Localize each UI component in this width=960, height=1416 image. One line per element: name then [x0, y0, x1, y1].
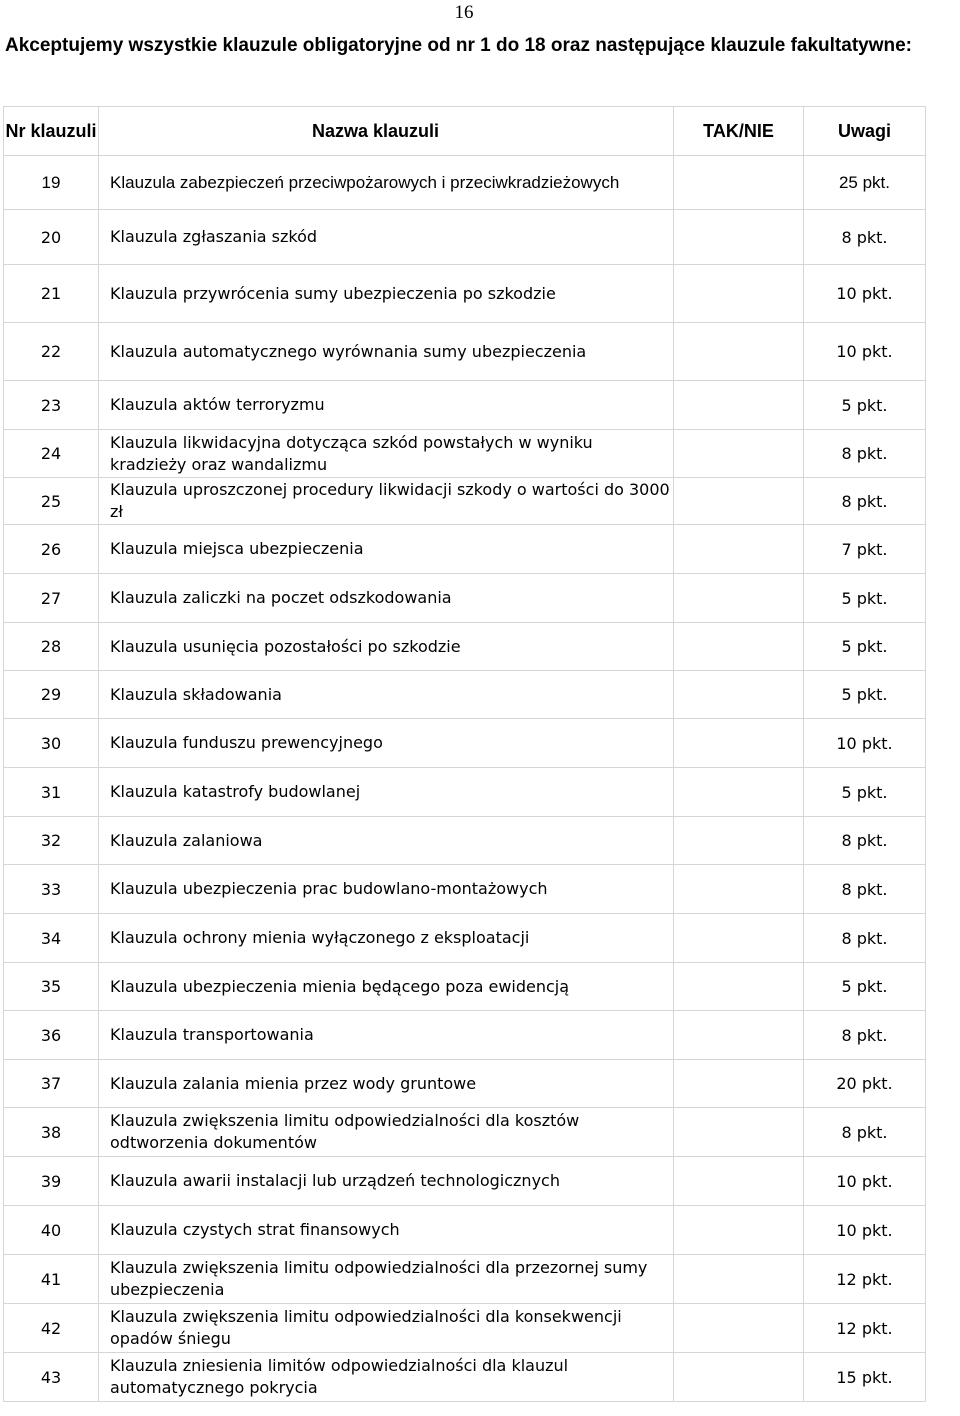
clause-uwagi: 7 pkt. — [804, 525, 926, 574]
clause-name: Klauzula ochrony mienia wyłączonego z eksploatacji — [99, 914, 674, 963]
clause-uwagi: 10 pkt. — [804, 265, 926, 323]
clause-uwagi: 8 pkt. — [804, 914, 926, 963]
clause-name: Klauzula transportowania — [99, 1011, 674, 1060]
table-row — [4, 323, 926, 381]
clause-number: 36 — [4, 1011, 99, 1060]
clause-uwagi: 8 pkt. — [804, 865, 926, 914]
table-row — [4, 381, 926, 430]
table-row — [4, 671, 926, 719]
clauses-table-body — [4, 107, 926, 1402]
clause-uwagi: 10 pkt. — [804, 323, 926, 381]
header-nr: Nr klauzuli — [4, 107, 99, 156]
clause-tak-nie[interactable] — [674, 265, 804, 323]
clause-name: Klauzula uproszczonej procedury likwidacji szkody o wartości do 3000 zł — [99, 478, 674, 525]
table-header-row — [4, 107, 926, 156]
clause-name: Klauzula zabezpieczeń przeciwpożarowych i przeciwkradzieżowych — [99, 156, 674, 210]
clause-tak-nie[interactable] — [674, 210, 804, 265]
clause-number: 35 — [4, 963, 99, 1011]
clause-number: 30 — [4, 719, 99, 768]
clause-uwagi: 8 pkt. — [804, 1011, 926, 1060]
clause-number: 24 — [4, 430, 99, 478]
clause-name: Klauzula zalania mienia przez wody gruntowe — [99, 1060, 674, 1108]
clause-name: Klauzula zwiększenia limitu odpowiedzialności dla kosztów odtworzenia dokumentów — [99, 1108, 674, 1157]
clause-uwagi: 25 pkt. — [804, 156, 926, 210]
table-row — [4, 478, 926, 525]
clause-tak-nie[interactable] — [674, 719, 804, 768]
clause-number: 33 — [4, 865, 99, 914]
clause-tak-nie[interactable] — [674, 671, 804, 719]
header-name: Nazwa klauzuli — [99, 107, 674, 156]
clause-number: 27 — [4, 574, 99, 623]
clause-uwagi: 5 pkt. — [804, 381, 926, 430]
clause-uwagi: 8 pkt. — [804, 430, 926, 478]
clause-uwagi: 8 pkt. — [804, 478, 926, 525]
table-row — [4, 963, 926, 1011]
clause-name: Klauzula zniesienia limitów odpowiedzialności dla klauzul automatycznego pokrycia — [99, 1353, 674, 1402]
clause-uwagi: 5 pkt. — [804, 671, 926, 719]
clause-uwagi: 5 pkt. — [804, 963, 926, 1011]
clause-number: 19 — [4, 156, 99, 210]
clause-number: 42 — [4, 1304, 99, 1353]
clause-name: Klauzula przywrócenia sumy ubezpieczenia po szkodzie — [99, 265, 674, 323]
clause-tak-nie[interactable] — [674, 381, 804, 430]
clause-uwagi: 5 pkt. — [804, 768, 926, 817]
clause-name: Klauzula zwiększenia limitu odpowiedzialności dla konsekwencji opadów śniegu — [99, 1304, 674, 1353]
table-row — [4, 265, 926, 323]
clause-tak-nie[interactable] — [674, 323, 804, 381]
clause-name: Klauzula zalaniowa — [99, 817, 674, 865]
clause-number: 23 — [4, 381, 99, 430]
clause-number: 38 — [4, 1108, 99, 1157]
clause-name: Klauzula likwidacyjna dotycząca szkód powstałych w wyniku kradzieży oraz wandalizmu — [99, 430, 674, 478]
table-row — [4, 1108, 926, 1157]
clause-number: 26 — [4, 525, 99, 574]
clause-name: Klauzula zgłaszania szkód — [99, 210, 674, 265]
clause-number: 21 — [4, 265, 99, 323]
table-row — [4, 914, 926, 963]
clause-name: Klauzula awarii instalacji lub urządzeń technologicznych — [99, 1157, 674, 1206]
table-row — [4, 1060, 926, 1108]
clause-tak-nie[interactable] — [674, 1157, 804, 1206]
clause-name: Klauzula aktów terroryzmu — [99, 381, 674, 430]
table-row — [4, 719, 926, 768]
clause-uwagi: 20 pkt. — [804, 1060, 926, 1108]
clause-number: 40 — [4, 1206, 99, 1255]
table-row — [4, 430, 926, 478]
clause-name: Klauzula miejsca ubezpieczenia — [99, 525, 674, 574]
clause-uwagi: 8 pkt. — [804, 210, 926, 265]
clause-tak-nie[interactable] — [674, 914, 804, 963]
clause-number: 31 — [4, 768, 99, 817]
table-row — [4, 817, 926, 865]
clause-tak-nie[interactable] — [674, 1304, 804, 1353]
table-row — [4, 210, 926, 265]
clause-name: Klauzula usunięcia pozostałości po szkodzie — [99, 623, 674, 671]
clause-tak-nie[interactable] — [674, 1206, 804, 1255]
clauses-table — [3, 106, 926, 1402]
clause-uwagi: 8 pkt. — [804, 1108, 926, 1157]
clause-tak-nie[interactable] — [674, 1108, 804, 1157]
page-number: 16 — [454, 2, 474, 23]
clause-uwagi: 10 pkt. — [804, 719, 926, 768]
clause-name: Klauzula ubezpieczenia mienia będącego poza ewidencją — [99, 963, 674, 1011]
clause-name: Klauzula funduszu prewencyjnego — [99, 719, 674, 768]
clause-number: 34 — [4, 914, 99, 963]
clause-tak-nie[interactable] — [674, 1255, 804, 1304]
clause-tak-nie[interactable] — [674, 156, 804, 210]
table-row — [4, 768, 926, 817]
clause-uwagi: 15 pkt. — [804, 1353, 926, 1402]
clause-number: 32 — [4, 817, 99, 865]
clause-tak-nie[interactable] — [674, 1060, 804, 1108]
intro-text: Akceptujemy wszystkie klauzule obligatoryjne od nr 1 do 18 oraz następujące klauzule fakultatywne: — [5, 35, 912, 56]
clause-number: 29 — [4, 671, 99, 719]
clause-number: 28 — [4, 623, 99, 671]
clause-tak-nie[interactable] — [674, 525, 804, 574]
clause-uwagi: 10 pkt. — [804, 1157, 926, 1206]
table-row — [4, 1353, 926, 1402]
clause-tak-nie[interactable] — [674, 574, 804, 623]
clause-tak-nie[interactable] — [674, 817, 804, 865]
clause-tak-nie[interactable] — [674, 768, 804, 817]
table-row — [4, 574, 926, 623]
clause-uwagi: 10 pkt. — [804, 1206, 926, 1255]
clause-tak-nie[interactable] — [674, 1353, 804, 1402]
clause-number: 41 — [4, 1255, 99, 1304]
clause-name: Klauzula zwiększenia limitu odpowiedzialności dla przezornej sumy ubezpieczenia — [99, 1255, 674, 1304]
clause-name: Klauzula zaliczki na poczet odszkodowania — [99, 574, 674, 623]
clause-tak-nie[interactable] — [674, 478, 804, 525]
clause-tak-nie[interactable] — [674, 430, 804, 478]
clause-number: 22 — [4, 323, 99, 381]
clause-name: Klauzula katastrofy budowlanej — [99, 768, 674, 817]
clause-uwagi: 12 pkt. — [804, 1255, 926, 1304]
header-uwagi: Uwagi — [804, 107, 926, 156]
table-row — [4, 1206, 926, 1255]
clause-number: 20 — [4, 210, 99, 265]
clause-tak-nie[interactable] — [674, 1011, 804, 1060]
clause-name: Klauzula automatycznego wyrównania sumy ubezpieczenia — [99, 323, 674, 381]
clause-number: 25 — [4, 478, 99, 525]
clause-name: Klauzula czystych strat finansowych — [99, 1206, 674, 1255]
header-tak-nie: TAK/NIE — [674, 107, 804, 156]
clause-tak-nie[interactable] — [674, 623, 804, 671]
clause-name: Klauzula ubezpieczenia prac budowlano-montażowych — [99, 865, 674, 914]
clause-tak-nie[interactable] — [674, 963, 804, 1011]
clause-uwagi: 5 pkt. — [804, 574, 926, 623]
table-row — [4, 1304, 926, 1353]
clause-name: Klauzula składowania — [99, 671, 674, 719]
table-row — [4, 623, 926, 671]
clause-tak-nie[interactable] — [674, 865, 804, 914]
clause-uwagi: 12 pkt. — [804, 1304, 926, 1353]
table-row — [4, 1011, 926, 1060]
table-row — [4, 156, 926, 210]
clause-uwagi: 5 pkt. — [804, 623, 926, 671]
clause-uwagi: 8 pkt. — [804, 817, 926, 865]
clause-number: 39 — [4, 1157, 99, 1206]
table-row — [4, 865, 926, 914]
table-row — [4, 1157, 926, 1206]
clause-number: 37 — [4, 1060, 99, 1108]
table-row — [4, 1255, 926, 1304]
clause-number: 43 — [4, 1353, 99, 1402]
table-row — [4, 525, 926, 574]
